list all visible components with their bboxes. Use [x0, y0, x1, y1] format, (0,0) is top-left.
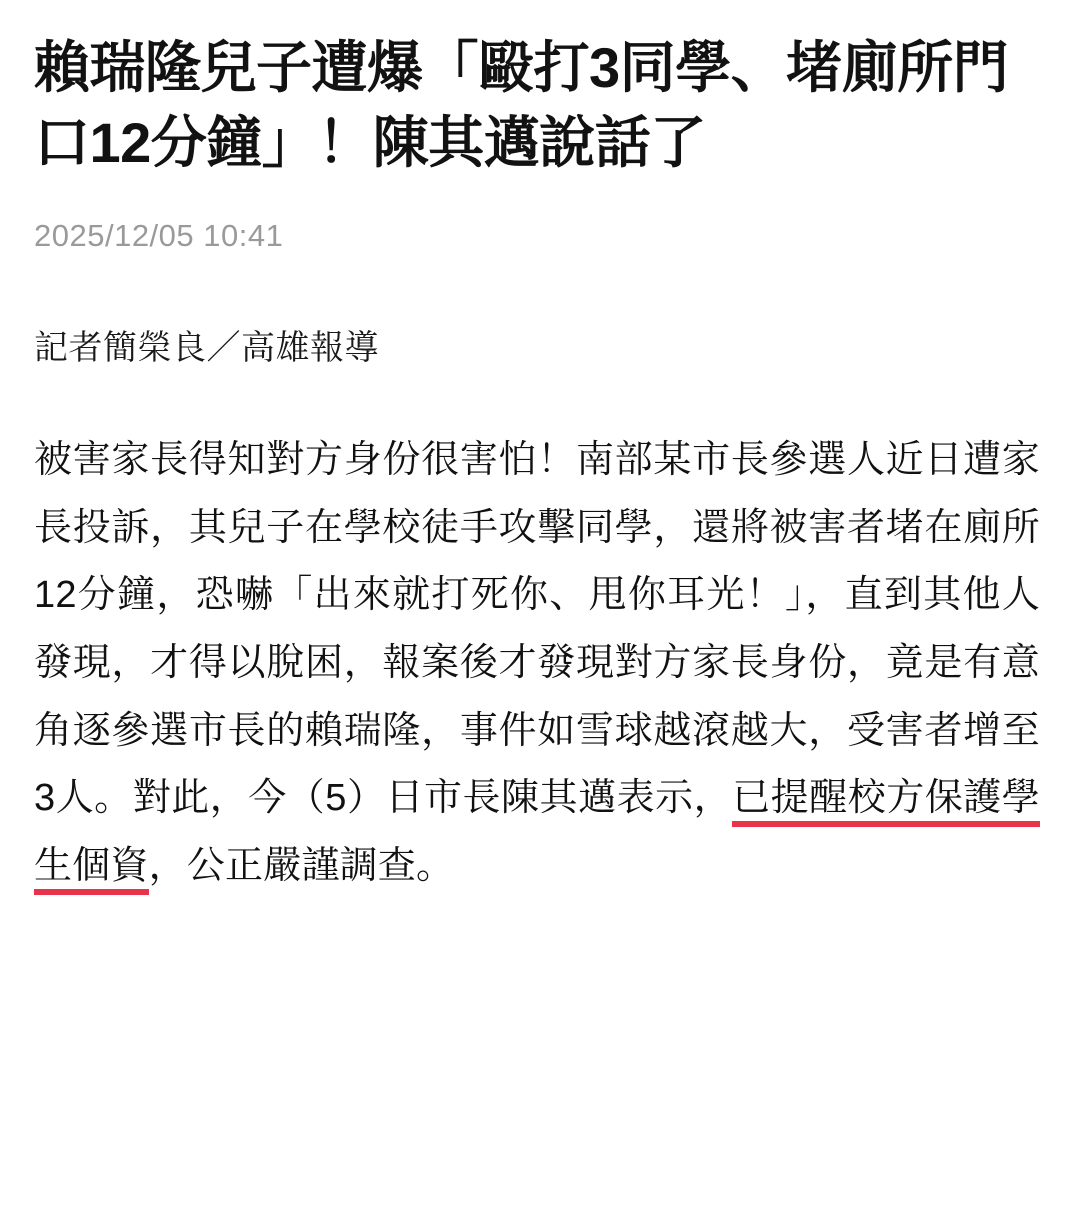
article-byline: 記者簡榮良／高雄報導: [34, 329, 379, 368]
body-paragraph-part-one: 被害家長得知對方身份很害怕！南部某市長參選人近日遭家長投訴，其兒子在學校徒手攻擊同學，還將被害者堵在廁所12分鐘，恐嚇「出來就打死你、甩你耳光！」，直到其他人發現，才得以脫困，報案後才發現對方家長身份，竟是有意角逐參選市長的賴瑞隆，事件如雪球越滾越大，受害者增至3人。對此，今（5）日市長陳其邁表示，: [34, 439, 1040, 820]
body-paragraph-part-two: ，公正嚴謹調查。: [148, 844, 455, 887]
page-title: 賴瑞隆兒子遭爆「毆打3同學、堵廁所門口12分鐘」！陳其邁說話了: [34, 36, 1009, 175]
highlighted-phrase: 已提醒校方保護學生個資: [34, 777, 1040, 895]
article-timestamp: 2025/12/05 10:41: [34, 218, 284, 254]
article-body: [34, 427, 1040, 900]
